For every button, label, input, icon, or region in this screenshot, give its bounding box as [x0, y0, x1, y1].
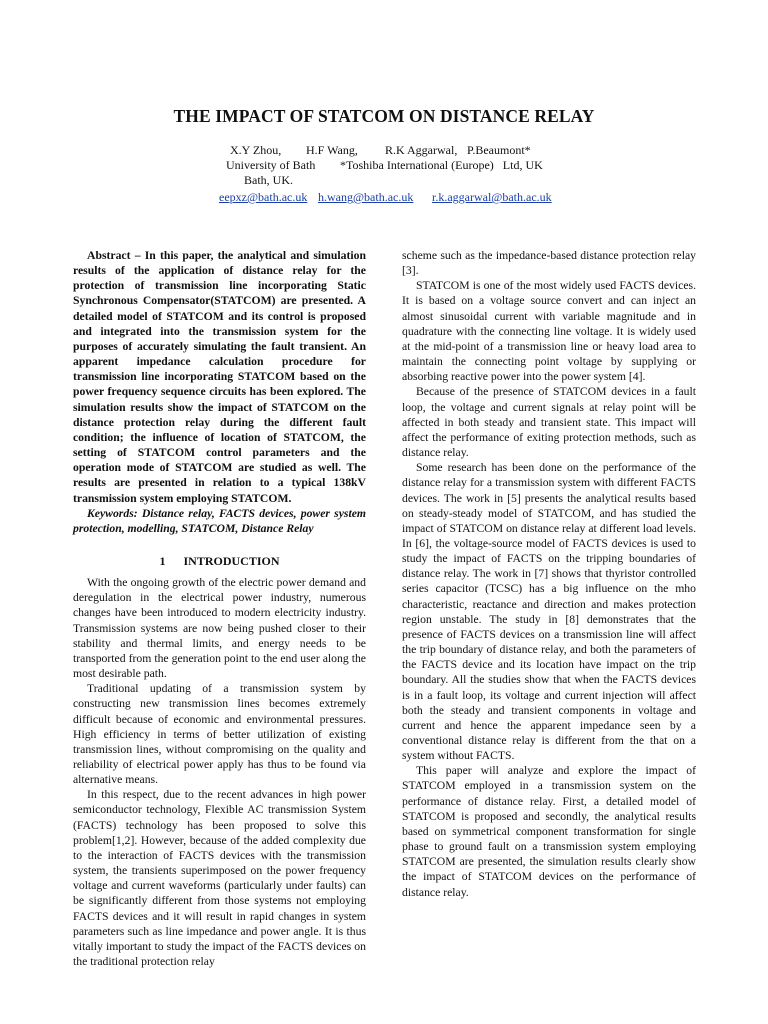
email-link[interactable]: eepxz@bath.ac.uk — [219, 190, 308, 204]
author-name: H.F Wang, — [306, 143, 358, 157]
body-paragraph: This paper will analyze and explore the impact of STATCOM employed in a transmission system on the performance of distance relay. First, a detailed model of STATCOM is proposed and secondly, the analytical results based on symmetrical component transformation for single phase to ground fault on a transmission system employing STATCOM are presented, the simulation results clearly show the impact of STATCOM devices on the performance of distance relay. — [402, 764, 696, 899]
body-paragraph: With the ongoing growth of the electric power demand and deregulation in the electrical power industry, numerous changes have been introduced to modern electricity industry. Transmission systems are now being pushed closer to their stability and thermal limits, and energy needs to be transported from the generation point to the end user along the most desirable path. — [73, 576, 366, 681]
section-heading — [73, 554, 366, 569]
body-paragraph: Some research has been done on the performance of the distance relay for a transmission system with different FACTS devices. The work in [5] presents the analytical results based on steady-steady model of STATCOM, and has studied the impact of STATCOM on distance relay at different load levels. In [6], the voltage-source model of FACTS devices is used to study the impact of FACTS on the tripping boundaries of distance relay. The work in [7] shows that thyristor controlled series capacitor (TCSC) has a big influence on the mho characteristic, reactance and direction and makes protection region unstable. The study in [8] demonstrates that the presence of FACTS devices on a transmission line will affect the trip boundary of distance relay, and both the parameters of the FACTS device and its location have impact on the trip boundary. All the studies show that when the FACTS devices is in a fault loop, its voltage and current injection will affect both the steady and transient components in voltage and current and hence the apparent impedance seen by a conventional distance relay is different from the that on a system without FACTS. — [402, 461, 696, 763]
abstract: Abstract – In this paper, the analytical and simulation results of the application of distance relay for the protection of transmission line incorporating Static Synchronous Compensator(STATCOM) are presented. A detailed model of STATCOM and its control is proposed and integrated into the transmission system for the purposes of accurately simulating the fault transient. An apparent impedance calculation procedure for transmission line incorporating STATCOM based on the power frequency sequence circuits has been explored. The simulation results show the impact of STATCOM on the distance protection relay during the different fault condition; the influence of location of STATCOM, the setting of STATCOM control parameters and the operation mode of STATCOM are studied as well. The results are presented in relation to a typical 138kV transmission system employing STATCOM. — [73, 249, 366, 505]
body-paragraph: scheme such as the impedance-based distance protection relay [3]. — [402, 249, 696, 278]
right-column — [402, 248, 696, 900]
paper-title: THE IMPACT OF STATCOM ON DISTANCE RELAY — [173, 106, 595, 126]
affiliation-location: Bath, UK. — [244, 173, 293, 187]
affiliation-bath: University of Bath — [226, 158, 316, 172]
keywords: Keywords: Distance relay, FACTS devices, power system protection, modelling, STATCOM, Distance Relay — [73, 506, 366, 535]
body-paragraph: STATCOM is one of the most widely used FACTS devices. It is based on a voltage source convert and can inject an almost sinusoidal current with variable magnitude and in quadrature with the connecting line voltage. It is widely used at the mid-point of a transmission line or heavy load area to maintain the connecting point voltage by supplying or absorbing reactive power into the power system [4]. — [402, 279, 696, 384]
left-column — [73, 248, 366, 969]
affiliation-toshiba: *Toshiba International (Europe) Ltd, UK — [340, 158, 543, 172]
author-name: X.Y Zhou, — [230, 143, 282, 157]
section-title: INTRODUCTION — [183, 553, 280, 568]
body-paragraph: Traditional updating of a transmission system by constructing new transmission lines becomes extremely difficult because of economic and environmental pressures. High efficiency in terms of better utilization of existing transmission lines, without compromising on the quality and reliability of electrical power apply has thus to be found via alternative means. — [73, 682, 366, 787]
author-name: P.Beaumont* — [467, 143, 531, 157]
section-number: 1 — [159, 553, 166, 568]
email-link[interactable]: r.k.aggarwal@bath.ac.uk — [432, 190, 552, 204]
author-name: R.K Aggarwal, — [385, 143, 458, 157]
body-paragraph: In this respect, due to the recent advances in high power semiconductor technology, Flexible AC transmission System (FACTS) technology has been proposed to solve this problem[1,2]. However, because of the added complexity due to the interaction of FACTS devices with the transmission system, the transients superimposed on the power frequency voltage and current waveforms (particularly under faults) can be significantly different from those systems not employing FACTS devices and it will result in rapid changes in system parameters such as line impedance and power angle. It is thus vitally important to study the impact of the FACTS devices on the traditional protection relay — [73, 788, 366, 969]
email-link[interactable]: h.wang@bath.ac.uk — [318, 190, 414, 204]
body-paragraph: Because of the presence of STATCOM devices in a fault loop, the voltage and current signals at relay point will be affected in both steady and transient state. This impact will affect the performance of exiting protection methods, such as distance relay. — [402, 385, 696, 460]
